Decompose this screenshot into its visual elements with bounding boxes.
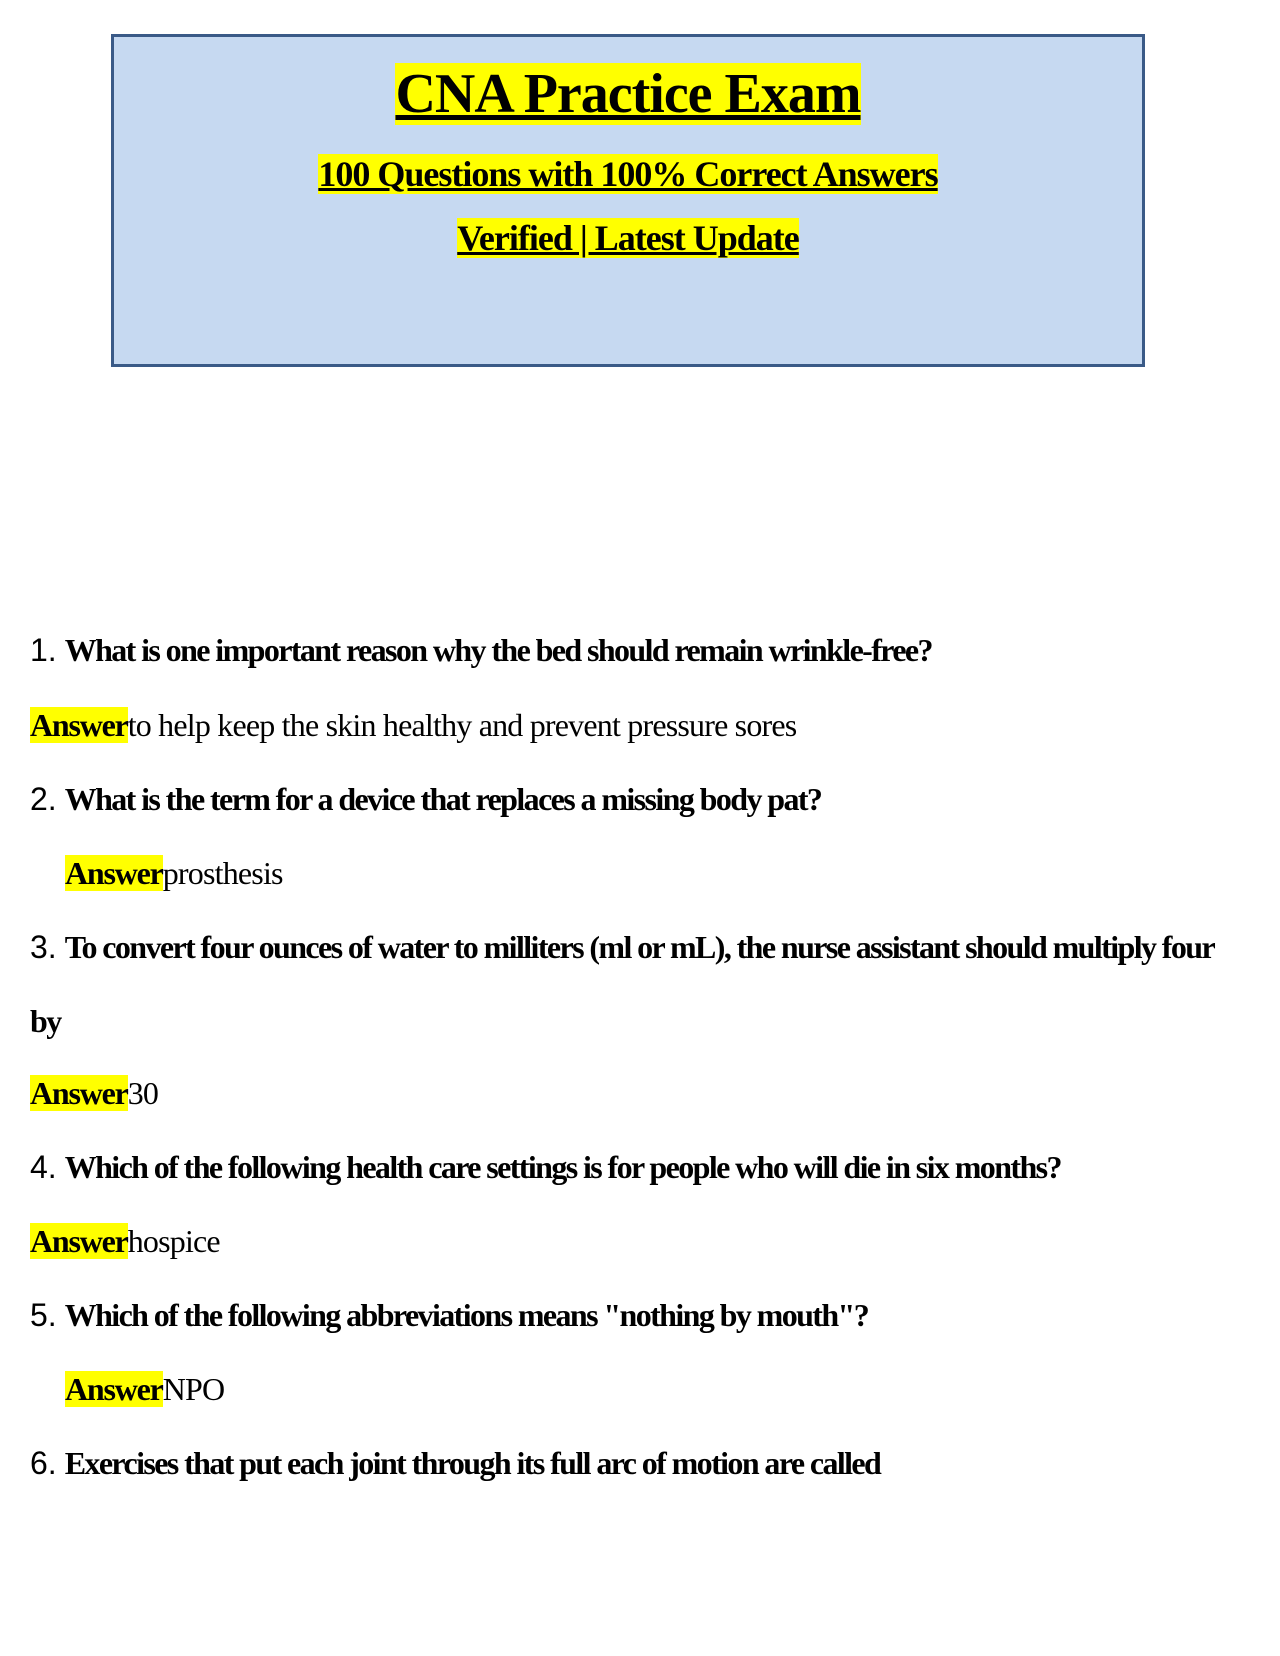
answer-label: Answer xyxy=(30,1223,128,1259)
document-title: CNA Practice Exam xyxy=(395,63,861,125)
question-3 xyxy=(30,927,1240,967)
question-2 xyxy=(30,779,1240,819)
question-number: 6. xyxy=(30,1445,57,1481)
question-text: Which of the following abbreviations means "nothing by mouth"? xyxy=(64,1297,869,1333)
answer-2 xyxy=(65,853,1240,893)
answer-4 xyxy=(30,1221,1240,1261)
subtitle-line xyxy=(114,150,1142,198)
tagline-line xyxy=(114,214,1142,262)
answer-text: NPO xyxy=(162,1371,225,1407)
answer-text: to help keep the skin healthy and prevent pressure sores xyxy=(127,707,797,743)
answer-label: Answer xyxy=(30,1075,128,1111)
question-number: 4. xyxy=(30,1149,57,1185)
answer-1 xyxy=(30,705,1240,745)
answer-label: Answer xyxy=(65,1371,163,1407)
answer-text: prosthesis xyxy=(162,855,283,891)
question-text: Which of the following health care settings is for people who will die in six months? xyxy=(64,1149,1061,1185)
question-text: What is the term for a device that replaces a missing body pat? xyxy=(64,781,822,817)
question-number: 3. xyxy=(30,929,57,965)
title-line xyxy=(114,59,1142,129)
question-text: Exercises that put each joint through its full arc of motion are called xyxy=(64,1445,881,1481)
question-5 xyxy=(30,1295,1240,1335)
answer-3 xyxy=(30,1073,1240,1113)
answer-text: 30 xyxy=(127,1075,159,1111)
document-subtitle: 100 Questions with 100% Correct Answers xyxy=(318,154,938,194)
question-1 xyxy=(30,630,1240,670)
answer-text: hospice xyxy=(127,1223,220,1259)
question-text: What is one important reason why the bed should remain wrinkle-free? xyxy=(64,632,932,668)
question-number: 5. xyxy=(30,1297,57,1333)
question-number: 2. xyxy=(30,781,57,817)
answer-label: Answer xyxy=(30,707,128,743)
question-4 xyxy=(30,1147,1240,1187)
question-text: To convert four ounces of water to milliters (ml or mL), the nurse assistant should multiply four xyxy=(64,929,1215,965)
question-text-continued: by xyxy=(30,1003,61,1039)
question-3-continued xyxy=(30,1001,1240,1041)
answer-label: Answer xyxy=(65,855,163,891)
answer-5 xyxy=(65,1369,1240,1409)
question-6 xyxy=(30,1443,1240,1483)
document-tagline: Verified | Latest Update xyxy=(457,218,799,258)
title-box xyxy=(111,34,1145,367)
question-number: 1. xyxy=(30,632,57,668)
